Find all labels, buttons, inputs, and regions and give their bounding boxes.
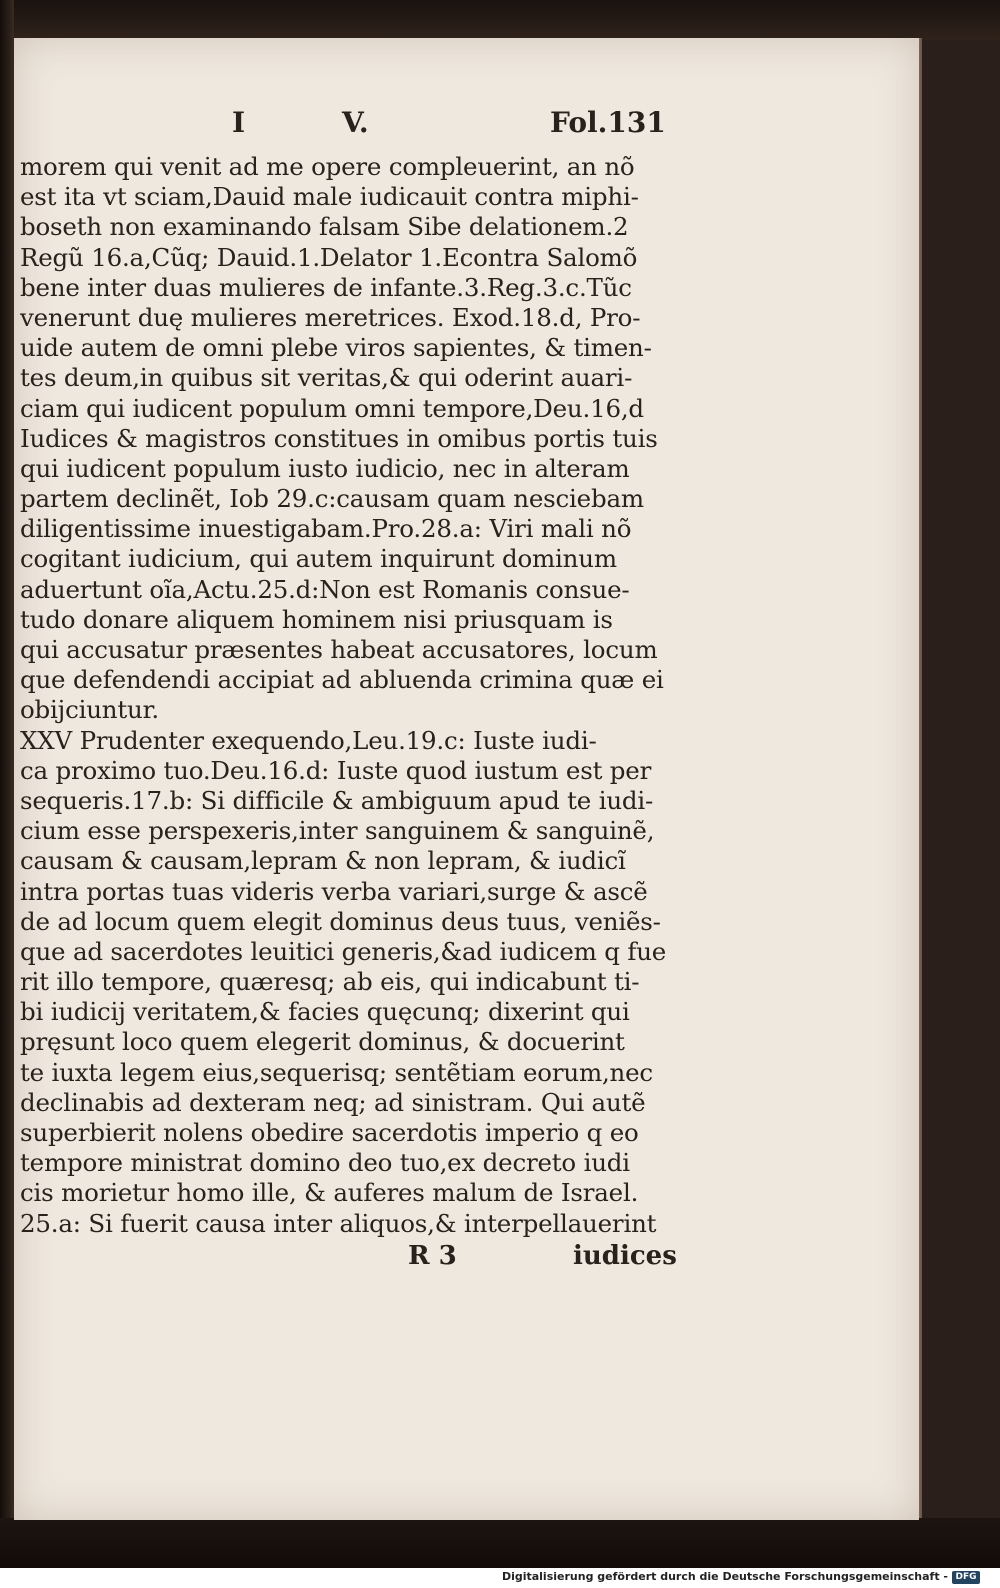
text-line: rit illo tempore, quæresq; ab eis, qui indicabunt ti- bbox=[20, 967, 640, 997]
text-line: ciam qui iudicent populum omni tempore,Deu.16,d bbox=[20, 393, 644, 423]
text-line: cis morietur homo ille, & auferes malum de Israel. bbox=[20, 1178, 639, 1208]
dfg-logo: DFG bbox=[952, 1571, 980, 1584]
running-head-left: I bbox=[232, 106, 246, 139]
text-line: tempore ministrat domino deo tuo,ex decreto iudi bbox=[20, 1148, 630, 1178]
text-line: qui iudicent populum iusto iudicio, nec in alteram bbox=[20, 453, 630, 483]
text-line: superbierit nolens obedire sacerdotis imperio q eo bbox=[20, 1118, 639, 1147]
text-line: aduertunt oĩa,Actu.25.d:Non est Romanis consue- bbox=[20, 574, 630, 604]
text-line: uide autem de omni plebe viros sapientes, & timen- bbox=[20, 333, 652, 363]
text-line: Regũ 16.a,Cũq; Dauid.1.Delator 1.Econtra Salomõ bbox=[20, 242, 638, 272]
body-text bbox=[20, 152, 680, 1239]
text-line: morem qui venit ad me opere compleuerint, an nõ bbox=[20, 152, 635, 181]
text-line: intra portas tuas videris verba variari,surge & ascẽ bbox=[20, 876, 648, 906]
text-line: sequeris.17.b: Si difficile & ambiguum apud te iudi- bbox=[20, 785, 654, 815]
scan-left-edge bbox=[0, 0, 14, 1568]
text-line: est ita vt sciam,Dauid male iudicauit contra miphi- bbox=[20, 182, 639, 212]
signature-mark: R 3 bbox=[408, 1240, 457, 1271]
text-line: cium esse perspexeris,inter sanguinem & sanguinẽ, bbox=[20, 816, 655, 846]
running-head bbox=[20, 100, 680, 152]
text-line: que defendendi accipiat ad abluenda crimina quæ ei bbox=[20, 665, 664, 695]
text-line: 25.a: Si fuerit causa inter aliquos,& interpellauerint bbox=[20, 1208, 657, 1238]
digitization-credit-bar bbox=[0, 1568, 1000, 1588]
text-line: tes deum,in quibus sit veritas,& qui oderint auari- bbox=[20, 363, 633, 393]
text-line: obijciuntur. bbox=[20, 695, 160, 725]
text-line: ca proximo tuo.Deu.16.d: Iuste quod iustum est per bbox=[20, 755, 652, 785]
credit-text: Digitalisierung gefördert durch die Deutsche Forschungsgemeinschaft - bbox=[501, 1570, 948, 1583]
text-line: partem declinẽt, Iob 29.c:causam quam nesciebam bbox=[20, 484, 644, 514]
text-line: que ad sacerdotes leuitici generis,&ad iudicem q fue bbox=[20, 936, 667, 966]
text-line: diligentissime inuestigabam.Pro.28.a: Viri mali nõ bbox=[20, 514, 632, 544]
text-line: pręsunt loco quem elegerit dominus, & docuerint bbox=[20, 1027, 625, 1057]
text-line: boseth non examinando falsam Sibe delationem.2 bbox=[20, 212, 629, 242]
page-text-block bbox=[20, 100, 680, 1275]
scan-bottom-edge bbox=[0, 1518, 1000, 1568]
text-line: causam & causam,lepram & non lepram, & iudicĩ bbox=[20, 846, 626, 876]
text-line: qui accusatur præsentes habeat accusatores, locum bbox=[20, 635, 658, 664]
folio-number: Fol.131 bbox=[550, 106, 666, 139]
text-line: cogitant iudicium, qui autem inquirunt dominum bbox=[20, 544, 617, 574]
catchword: iudices bbox=[573, 1240, 677, 1271]
text-line: te iuxta legem eius,sequerisq; sentẽtiam eorum,nec bbox=[20, 1057, 653, 1087]
text-line: tudo donare aliquem hominem nisi priusquam is bbox=[20, 604, 613, 634]
text-line: XXV Prudenter exequendo,Leu.19.c: Iuste iudi- bbox=[20, 725, 597, 755]
page-footer-line bbox=[20, 1239, 680, 1275]
running-head-center: V. bbox=[342, 106, 369, 139]
text-line: bene inter duas mulieres de infante.3.Reg.3.c.Tũc bbox=[20, 272, 632, 302]
text-line: de ad locum quem elegit dominus deus tuus, veniẽs- bbox=[20, 906, 661, 936]
text-line: venerunt duę mulieres meretrices. Exod.18.d, Pro- bbox=[20, 302, 641, 332]
text-line: bi iudicij veritatem,& facies quęcunq; dixerint qui bbox=[20, 997, 630, 1027]
text-line: Iudices & magistros constitues in omibus portis tuis bbox=[20, 423, 658, 453]
scan-top-edge bbox=[0, 0, 1000, 40]
text-line: declinabis ad dexteram neq; ad sinistram. Qui autẽ bbox=[20, 1087, 646, 1117]
